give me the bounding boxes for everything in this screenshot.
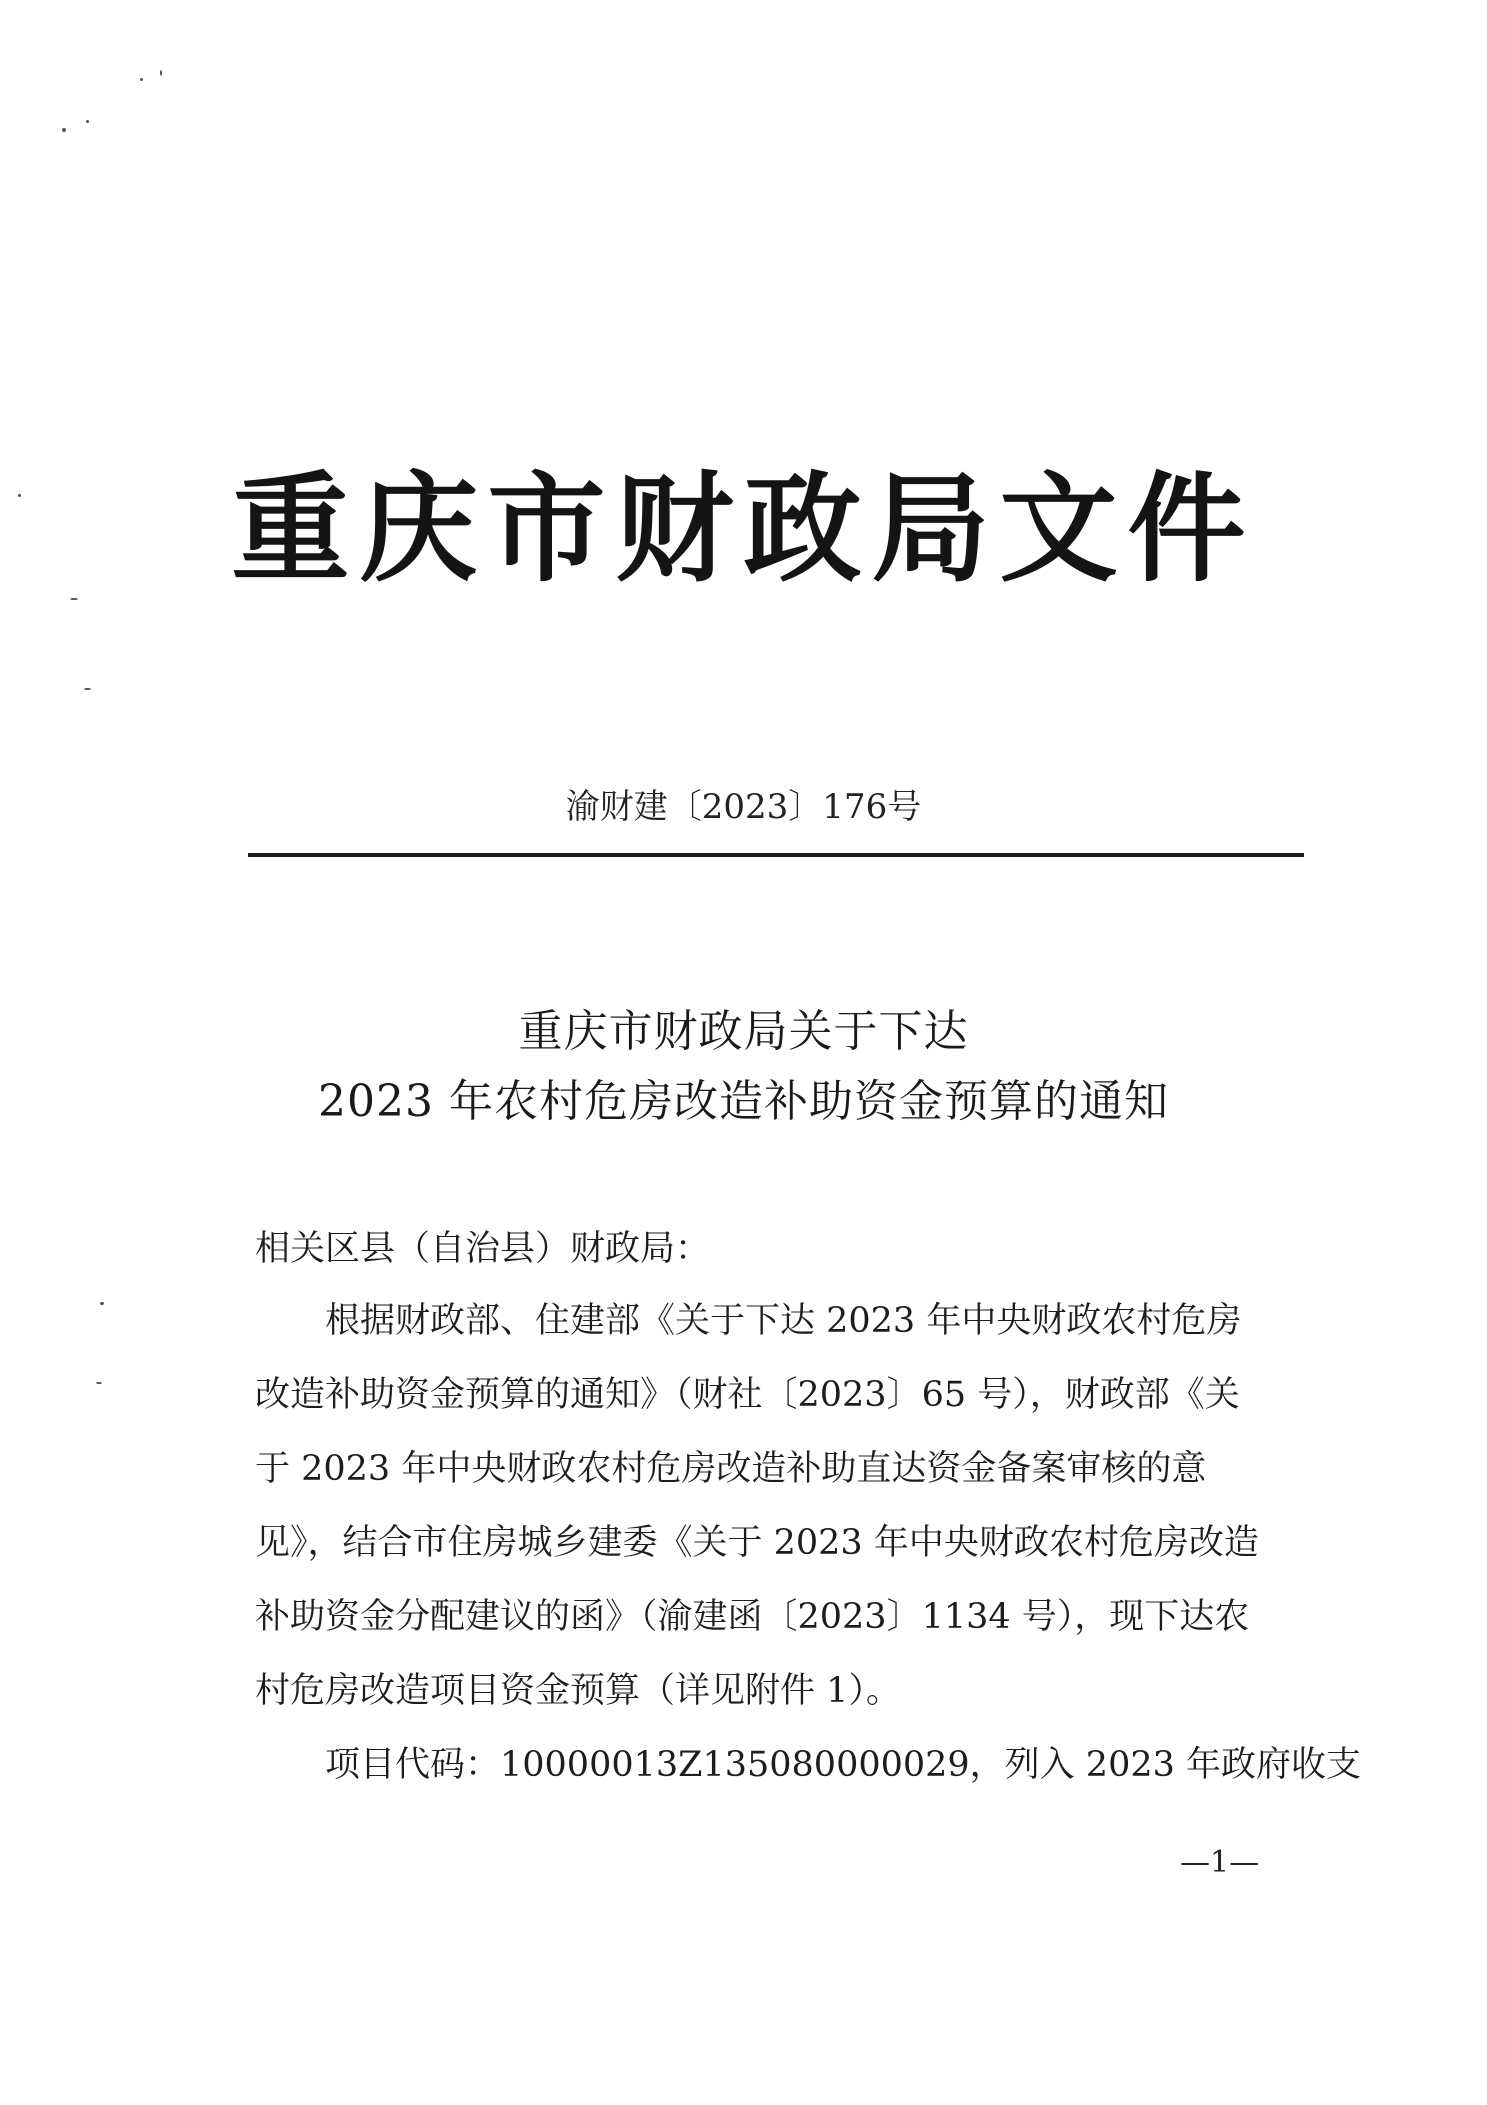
scan-speck [96,1382,102,1384]
salutation: 相关区县（自治县）财政局： [255,1229,711,1269]
scan-speck [62,128,66,132]
body-line: 村危房改造项目资金预算（详见附件 1）。 [255,1671,901,1711]
issuer-title: 重庆市财政局文件 [231,459,1256,598]
body-line: 于 2023 年中央财政农村危房改造补助直达资金备案审核的意 [255,1449,1207,1489]
document-number: 渝财建〔2023〕176号 [565,787,922,827]
scan-speck [84,688,91,690]
body-line: 见》，结合市住房城乡建委《关于 2023 年中央财政农村危房改造 [255,1523,1259,1563]
notice-title-line-2: 2023 年农村危房改造补助资金预算的通知 [318,1076,1169,1127]
body-line: 根据财政部、住建部《关于下达 2023 年中央财政农村危房 [325,1301,1242,1341]
notice-title-line-1: 重庆市财政局关于下达 [518,1006,969,1057]
page-number: —1— [1180,1845,1260,1880]
scan-speck [70,598,78,600]
scan-speck [100,1302,104,1305]
scan-speck [86,120,89,123]
body-line: 改造补助资金预算的通知》（财社〔2023〕65 号），财政部《关 [255,1375,1240,1415]
scan-speck [140,78,143,81]
body-line: 补助资金分配建议的函》（渝建函〔2023〕1134 号），现下达农 [255,1597,1250,1637]
header-divider [248,853,1304,857]
body-line: 项目代码：10000013Z135080000029，列入 2023 年政府收支 [325,1745,1362,1785]
scan-speck [160,70,162,76]
